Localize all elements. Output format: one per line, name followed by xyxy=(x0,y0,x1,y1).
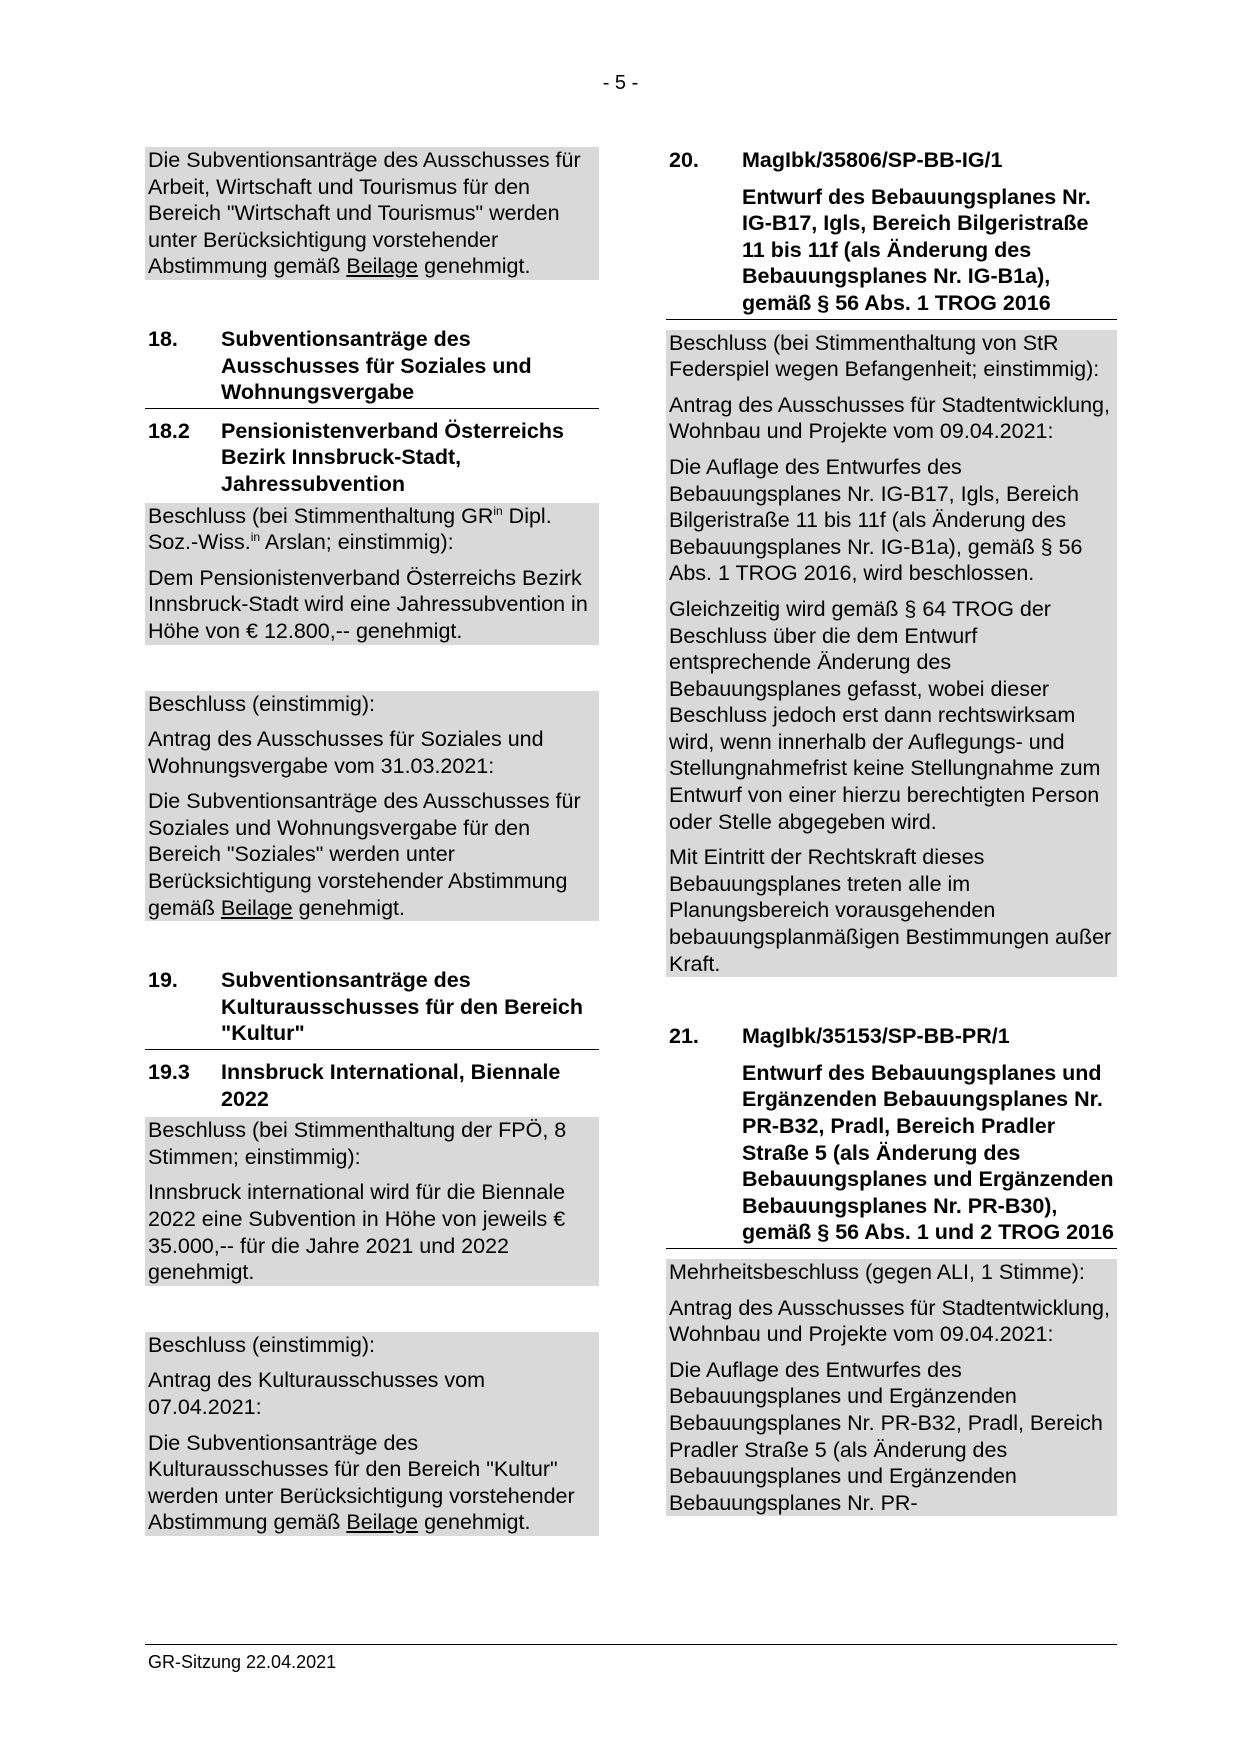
agenda-item-21-heading xyxy=(666,1023,1117,1249)
agenda-number: 18. xyxy=(148,326,178,351)
motion-text: Antrag des Ausschusses für Stadtentwicklung, Wohnbau und Projekte vom 09.04.2021: xyxy=(669,392,1110,444)
agenda-number: 18.2 xyxy=(148,418,190,443)
page-number: - 5 - xyxy=(602,72,639,94)
agenda-item-18-2-heading xyxy=(145,418,599,500)
attachment-link[interactable]: Beilage xyxy=(346,254,419,279)
agenda-title: Subventionsanträge des Kulturausschusses für den Bereich "Kultur" xyxy=(221,968,584,1046)
resolution-block xyxy=(666,330,1117,978)
attachment-link[interactable]: Beilage xyxy=(346,1510,419,1535)
agenda-title: Subventionsanträge des Ausschusses für Soziales und Wohnungsvergabe xyxy=(221,326,532,405)
motion-text: Antrag des Ausschusses für Stadtentwicklung, Wohnbau und Projekte vom 09.04.2021: xyxy=(669,1295,1110,1347)
resolution-block xyxy=(145,1117,599,1286)
resolution-vote: Mehrheitsbeschluss (gegen ALI, 1 Stimme): xyxy=(669,1259,1085,1284)
resolution-block xyxy=(145,691,599,922)
agenda-number: 19. xyxy=(148,968,178,993)
resolution-text: Die Subventionsanträge des Ausschusses für Arbeit, Wirtschaft und Tourismus für den Bereich "Wirtschaft und Tourismus" werden unter Berücksichtigung vorstehender Abstimmung gemäß Beilage genehmigt. xyxy=(148,148,581,279)
agenda-number: 21. xyxy=(669,1024,699,1049)
resolution-vote: Beschluss (bei Stimmenthaltung von StR Federspiel wegen Befangenheit; einstimmig): xyxy=(669,330,1100,382)
resolution-text: Die Auflage des Entwurfes des Bebauungsplanes Nr. IG-B17, Igls, Bereich Bilgeristraße 11 bis 11f (als Änderung des Bebauungsplanes Nr. IG-B1a), gemäß § 56 Abs. 1 TROG 2016, wird beschlossen. xyxy=(669,454,1083,586)
resolution-text: Die Subventionsanträge des Ausschusses für Soziales und Wohnungsvergabe für den Bereich "Soziales" werden unter Berücksichtigung vorstehender Abstimmung gemäß Beilage genehmigt. xyxy=(148,789,581,920)
motion-text: Antrag des Kulturausschusses vom 07.04.2021: xyxy=(148,1368,485,1419)
agenda-item-19-heading xyxy=(145,967,599,1050)
agenda-title: Entwurf des Bebauungsplanes und Ergänzenden Bebauungsplanes Nr. PR-B32, Pradl, Bereich Pradler Straße 5 (als Änderung des Bebauungsplanes und Ergänzenden Bebauungsplanes Nr. PR-B30), gemäß § 56 Abs. 1 und 2 TROG 2016 xyxy=(742,1060,1114,1245)
resolution-text: Innsbruck international wird für die Biennale 2022 eine Subvention in Höhe von jeweils € 35.000,-- für die Jahre 2021 und 2022 genehmigt. xyxy=(148,1180,566,1285)
footer-text: GR-Sitzung 22.04.2021 xyxy=(148,1652,337,1672)
resolution-block xyxy=(145,1332,599,1536)
agenda-item-18-heading xyxy=(145,326,599,409)
footer-divider xyxy=(145,1644,1117,1645)
right-column xyxy=(666,147,1117,1516)
resolution-vote: Beschluss (bei Stimmenthaltung $GR^{in}$ Dipl. Soz.-Wiss.$^{in}$ Arslan; einstimmig): xyxy=(148,503,552,555)
resolution-vote: Beschluss (einstimmig): xyxy=(148,1332,375,1357)
resolution-text: Gleichzeitig wird gemäß § 64 TROG der Beschluss über die dem Entwurf entsprechende Änderung des Bebauungsplanes gefasst, wobei dieser Beschluss jedoch erst dann rechtswirksam wird, wenn innerhalb der Auflegungs- und Stellungnahmefrist keine Stellungnahme zum Entwurf von einer hierzu berechtigten Person oder Stelle abgegeben wird. xyxy=(669,596,1101,834)
resolution-block xyxy=(145,503,599,645)
resolution-block xyxy=(666,1259,1117,1516)
attachment-link[interactable]: Beilage xyxy=(220,895,293,920)
agenda-number: 19.3 xyxy=(148,1060,190,1085)
resolution-vote: Beschluss (bei Stimmenthaltung der FPÖ, 8 Stimmen; einstimmig): xyxy=(148,1118,567,1169)
resolution-block xyxy=(145,147,599,280)
file-reference: MagIbk/35153/SP-BB-PR/1 xyxy=(742,1024,1010,1049)
agenda-title: Entwurf des Bebauungsplanes Nr. IG-B17, Igls, Bereich Bilgeristraße 11 bis 11f (als Änderung des Bebauungsplanes Nr. IG-B1a), gemäß § 56 Abs. 1 TROG 2016 xyxy=(742,184,1091,315)
agenda-title: Innsbruck International, Biennale 2022 xyxy=(221,1060,561,1111)
resolution-text: Die Auflage des Entwurfes des Bebauungsplanes und Ergänzenden Bebauungsplanes Nr. PR-B32, Pradl, Bereich Pradler Straße 5 (als Änderung des Bebauungsplanes und Ergänzenden Bebauungsplanes Nr. PR- xyxy=(669,1357,1103,1515)
resolution-text: Mit Eintritt der Rechtskraft dieses Bebauungsplanes treten alle im Planungsbereich vorausgehenden bebauungsplanmäßigen Bestimmungen außer Kraft. xyxy=(669,845,1112,976)
resolution-text: Dem Pensionistenverband Österreichs Bezirk Innsbruck-Stadt wird eine Jahressubvention in Höhe von € 12.800,-- genehmigt. xyxy=(148,565,588,643)
agenda-number: 20. xyxy=(669,148,699,172)
resolution-text: Die Subventionsanträge des Kulturausschusses für den Bereich "Kultur" werden unter Berücksichtigung vorstehender Abstimmung gemäß Beilage genehmigt. xyxy=(148,1430,575,1535)
file-reference: MagIbk/35806/SP-BB-IG/1 xyxy=(742,148,1003,172)
agenda-title: Pensionistenverband Österreichs Bezirk Innsbruck-Stadt, Jahressubvention xyxy=(221,418,564,496)
motion-text: Antrag des Ausschusses für Soziales und Wohnungsvergabe vom 31.03.2021: xyxy=(148,727,544,778)
agenda-item-20-heading xyxy=(666,147,1117,320)
resolution-vote: Beschluss (einstimmig): xyxy=(148,691,375,716)
left-column xyxy=(145,147,599,1536)
agenda-item-19-3-heading xyxy=(145,1059,599,1114)
